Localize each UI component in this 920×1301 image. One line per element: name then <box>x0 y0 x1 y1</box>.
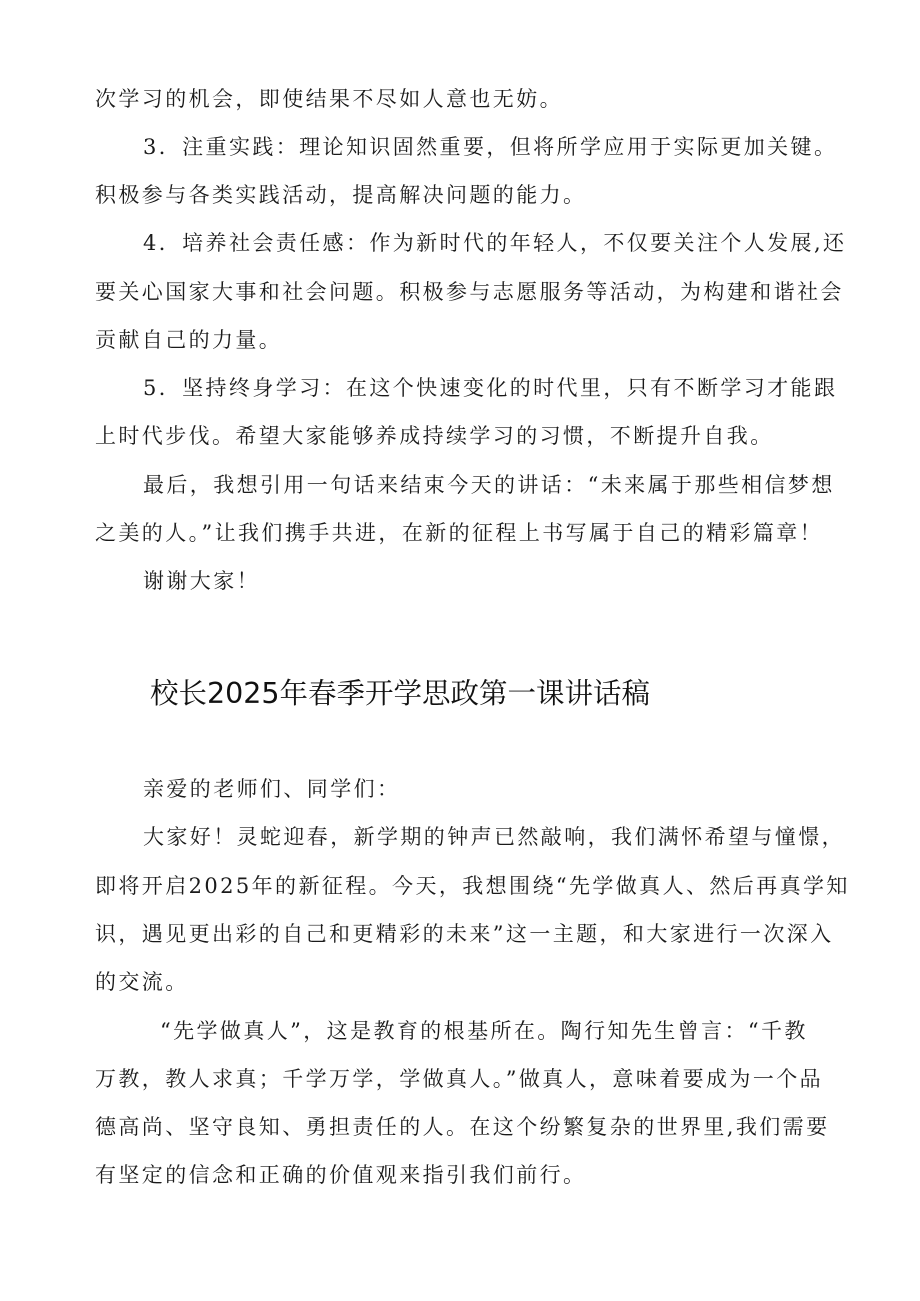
paragraph-line: 最后，我想引用一句话来结束今天的讲话：“未来属于那些相信梦想 <box>143 473 835 497</box>
paragraph-line: 之美的人。”让我们携手共进，在新的征程上书写属于自己的精彩篇章！ <box>95 521 824 545</box>
paragraph-line: 有坚定的信念和正确的价值观来指引我们前行。 <box>95 1163 587 1187</box>
paragraph-line: 即将开启2025年的新征程。今天，我想围绕“先学做真人、然后再真学知 <box>95 874 850 898</box>
paragraph-line: 3．注重实践：理论知识固然重要，但将所学应用于实际更加关键。 <box>143 135 838 159</box>
paragraph-line: 大家好！灵蛇迎春，新学期的钟声已然敲响，我们满怀希望与憧憬， <box>143 825 845 849</box>
paragraph-line: “先学做真人”，这是教育的根基所在。陶行知先生曾言：“千教 <box>160 1019 808 1043</box>
paragraph-line: 上时代步伐。希望大家能够养成持续学习的习惯，不断提升自我。 <box>95 424 774 448</box>
document-title: 校长2025年春季开学思政第一课讲话稿 <box>150 677 651 710</box>
paragraph-line: 贡献自己的力量。 <box>95 328 283 352</box>
paragraph-line: 的交流。 <box>95 970 189 994</box>
paragraph-line: 亲爱的老师们、同学们： <box>143 777 401 801</box>
paragraph-line: 万教，教人求真；千学万学，学做真人。”做真人，意味着要成为一个品 <box>95 1067 824 1091</box>
paragraph-line: 要关心国家大事和社会问题。积极参与志愿服务等活动，为构建和谐社会 <box>95 280 844 304</box>
paragraph-line: 积极参与各类实践活动，提高解决问题的能力。 <box>95 183 587 207</box>
paragraph-line: 次学习的机会，即使结果不尽如人意也无妨。 <box>95 87 563 111</box>
paragraph-line: 识，遇见更出彩的自己和更精彩的未来”这一主题，和大家进行一次深入 <box>95 922 834 946</box>
paragraph-line: 谢谢大家！ <box>143 569 260 593</box>
paragraph-line: 5．坚持终身学习：在这个快速变化的时代里，只有不断学习才能跟 <box>143 376 838 400</box>
paragraph-line: 德高尚、坚守良知、勇担责任的人。在这个纷繁复杂的世界里,我们需要 <box>95 1115 830 1139</box>
paragraph-line: 4．培养社会责任感：作为新时代的年轻人，不仅要关注个人发展,还 <box>143 231 847 255</box>
